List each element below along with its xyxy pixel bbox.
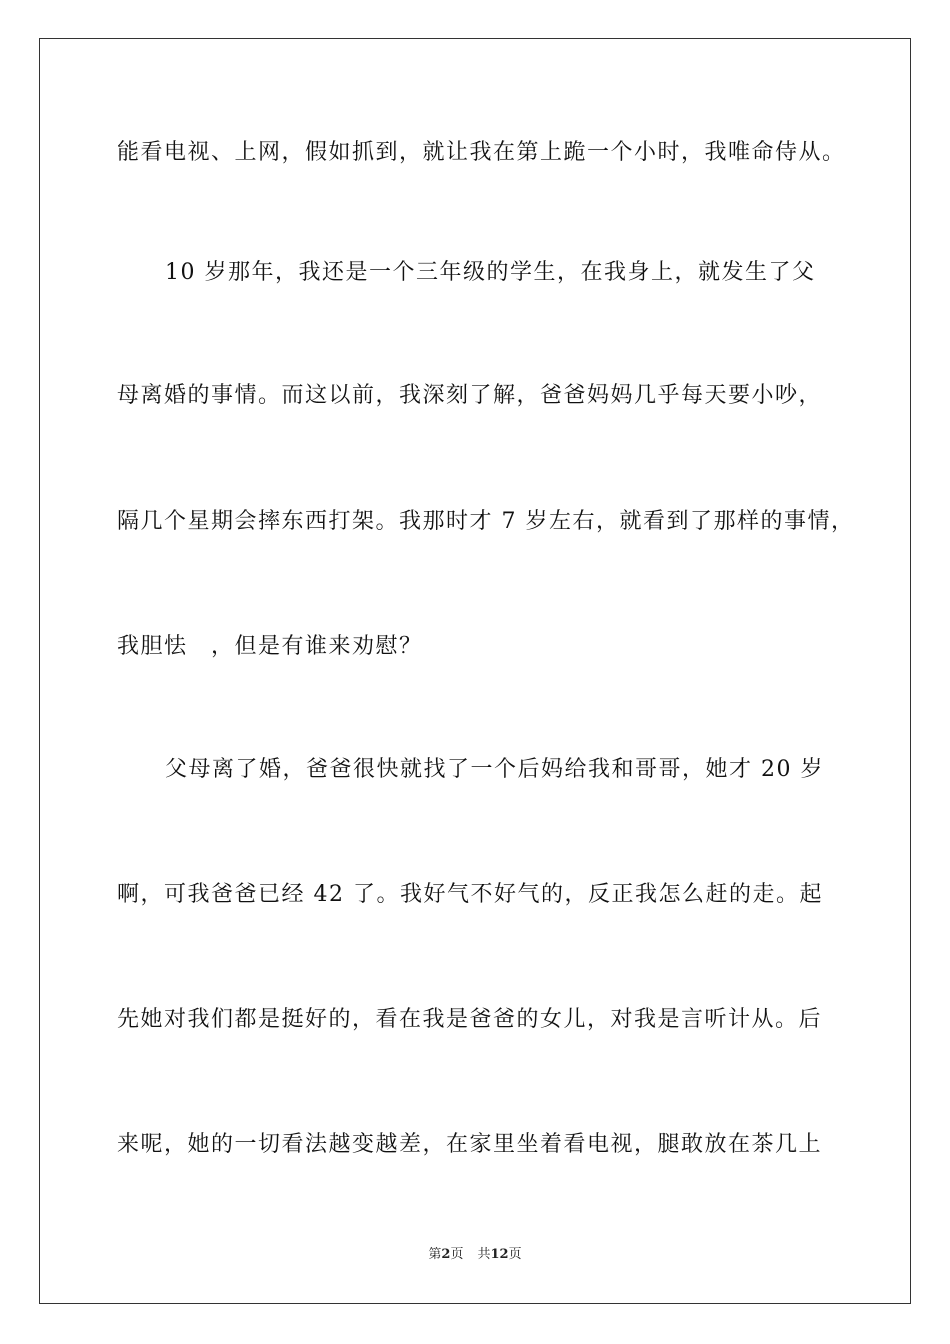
text-line-9: 来呢，她的一切看法越变越差，在家里坐着看电视，腿敢放在茶几上 (117, 1132, 823, 1157)
page-prefix: 第 (428, 1247, 442, 1262)
current-page-number: 2 (441, 1247, 451, 1262)
text-line-8: 先她对我们都是挺好的，看在我是爸爸的女儿，对我是言听计从。后 (117, 1007, 823, 1032)
text-line-2: 10 岁那年，我还是一个三年级的学生，在我身上，就发生了父 (165, 260, 816, 285)
total-suffix: 页 (508, 1247, 522, 1262)
page-footer (0, 1246, 950, 1264)
page-suffix: 页 (450, 1247, 464, 1262)
text-line-5: 我胆怯 ，但是有谁来劝慰？ (117, 634, 423, 659)
text-line-6: 父母离了婚，爸爸很快就找了一个后妈给我和哥哥，她才 20 岁 (165, 757, 824, 782)
text-line-4: 隔几个星期会摔东西打架。我那时才 7 岁左右，就看到了那样的事情， (117, 509, 855, 534)
total-prefix: 共 (477, 1247, 491, 1262)
text-line-7: 啊，可我爸爸已经 42 了。我好气不好气的，反正我怎么赶的走。起 (117, 882, 823, 907)
page-border (39, 38, 911, 1304)
text-line-1: 能看电视、上网，假如抓到，就让我在第上跪一个小时，我唯命侍从。 (117, 140, 846, 165)
total-page-count: 12 (490, 1247, 509, 1262)
text-line-3: 母离婚的事情。而这以前，我深刻了解，爸爸妈妈几乎每天要小吵， (117, 383, 823, 408)
